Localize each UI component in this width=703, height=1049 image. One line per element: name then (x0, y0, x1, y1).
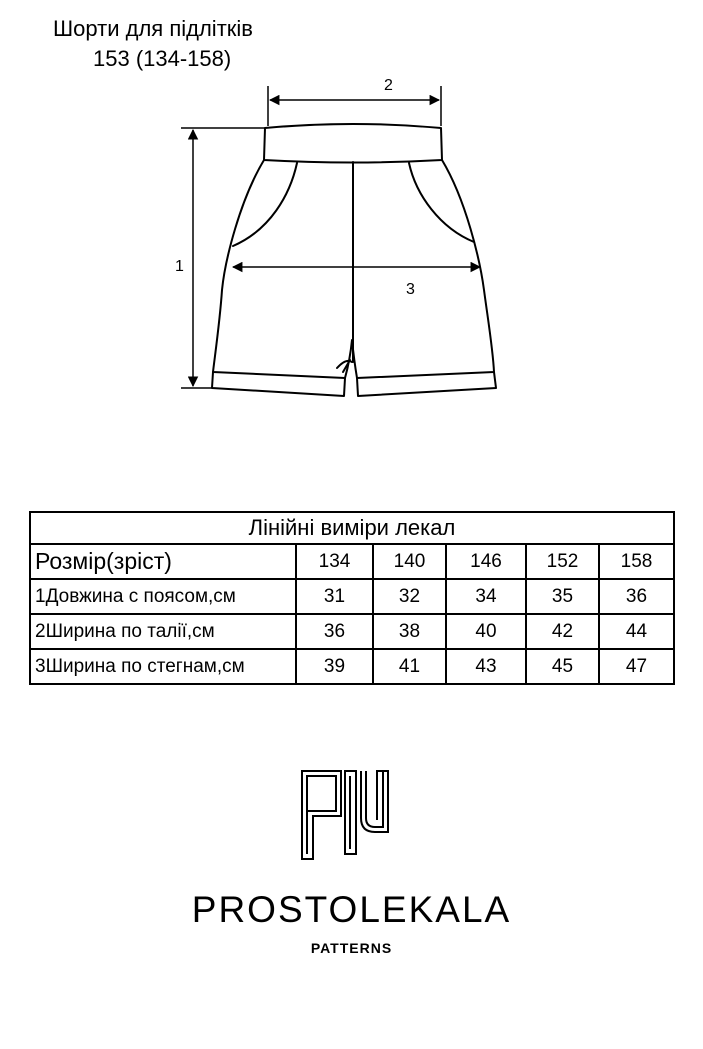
table-row (30, 614, 674, 649)
size-158: 158 (599, 544, 674, 579)
brand-tagline: PATTERNS (310, 940, 393, 956)
size-146: 146 (446, 544, 526, 579)
waistband (264, 124, 442, 163)
table-cell: 39 (296, 649, 373, 684)
page-subtitle: 153 (134-158) (93, 46, 232, 71)
table-caption: Лінійні виміри лекал (30, 512, 674, 544)
left-leg-outline (213, 160, 345, 378)
measurements-table (29, 511, 675, 685)
row-label-waist: 2Ширина по талії,см (30, 614, 296, 649)
table-cell: 31 (296, 579, 373, 614)
table-row (30, 649, 674, 684)
table-cell: 45 (526, 649, 599, 684)
table-cell: 34 (446, 579, 526, 614)
size-header-label: Розмір(зріст) (30, 544, 296, 579)
table-cell: 42 (526, 614, 599, 649)
page-title: Шорти для підлітків (53, 16, 253, 41)
size-134: 134 (296, 544, 373, 579)
table-cell: 40 (446, 614, 526, 649)
brand-name: PROSTOLEKALA (191, 889, 512, 930)
table-row (30, 544, 674, 579)
table-row (30, 579, 674, 614)
table-cell: 32 (373, 579, 446, 614)
row-label-length: 1Довжина с поясом,см (30, 579, 296, 614)
table-cell: 36 (296, 614, 373, 649)
brand-logo-icon (301, 770, 389, 860)
shorts-technical-drawing (0, 60, 703, 405)
size-140: 140 (373, 544, 446, 579)
dimension-1-label: 1 (175, 258, 184, 275)
right-leg-outline (357, 160, 494, 378)
table-cell: 44 (599, 614, 674, 649)
table-cell: 36 (599, 579, 674, 614)
table-cell: 43 (446, 649, 526, 684)
crotch-curve (345, 340, 357, 378)
dimension-3-label: 3 (406, 281, 415, 298)
row-label-hip: 3Ширина по стегнам,см (30, 649, 296, 684)
right-pocket (409, 163, 474, 242)
dimension-2-label: 2 (384, 77, 393, 94)
table-cell: 41 (373, 649, 446, 684)
table-cell: 35 (526, 579, 599, 614)
drawstring-knot (337, 360, 352, 372)
size-152: 152 (526, 544, 599, 579)
table-cell: 38 (373, 614, 446, 649)
table-cell: 47 (599, 649, 674, 684)
